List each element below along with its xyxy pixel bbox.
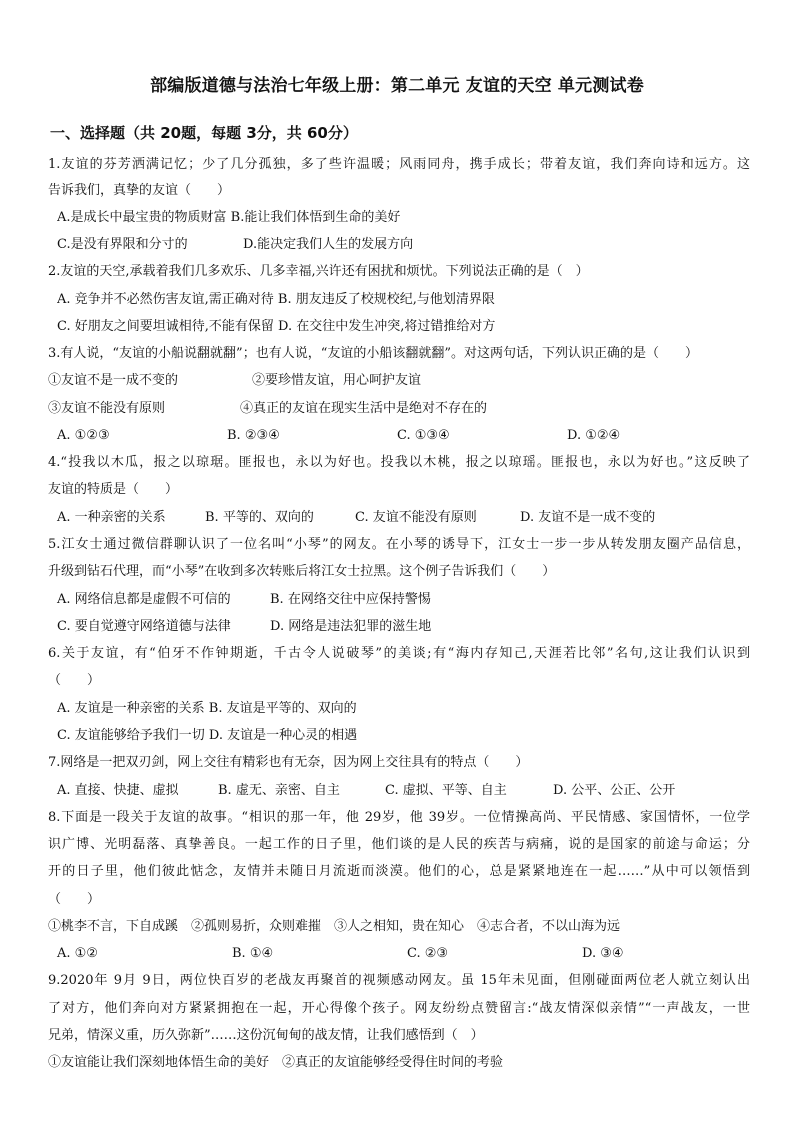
- option-text: B. 虚无、亲密、自主: [218, 783, 340, 798]
- text-line: 1.友谊的芬芳洒满记忆；少了几分孤独，多了些许温暖；风雨同舟，携手成长；带着友谊，我们奔向诗和远方。这: [48, 157, 750, 172]
- text-line: 告诉我们，真挚的友谊（ ）: [48, 183, 231, 198]
- text-line: 了对方，他们奔向对方紧紧拥抱在一起，开心得像个孩子。网友纷纷点赞留言:“战友情深似亲情”“一声战友，一世: [48, 1001, 750, 1016]
- text-line: 友谊的特质是（ ）: [48, 482, 179, 497]
- option-text: A. ①②③: [57, 428, 110, 443]
- text-line: C. 友谊能够给予我们一切 D. 友谊是一种心灵的相遇: [57, 728, 358, 743]
- text-line: 兄弟，情深义重，历久弥新”……这份沉甸甸的战友情，让我们感悟到（ ）: [48, 1028, 484, 1043]
- exam-title: 部编版道德与法治七年级上册：第二单元 友谊的天空 单元测试卷: [150, 76, 644, 96]
- option-text: D. 公平、公正、公开: [553, 783, 676, 798]
- text-line: 4.“投我以木瓜，报之以琼琚。匪报也，永以为好也。投我以木桃，报之以琼瑶。匪报也，永以为好也。”这反映了: [48, 455, 750, 470]
- text-line: A. 竞争并不必然伤害友谊,需正确对待 B. 朋友违反了校规校纪,与他划清界限: [57, 292, 495, 307]
- option-text: D.能决定我们人生的发展方向: [243, 237, 414, 252]
- option-text: A. 一种亲密的关系: [57, 510, 166, 525]
- option-text: D. ③④: [582, 946, 624, 961]
- text-line: C. 好朋友之间要坦诚相待,不能有保留 D. 在交往中发生冲突,将过错推给对方: [57, 319, 496, 334]
- text-line: 开的日子里，他们彼此惦念，友情并未随日月流逝而淡漠。他们的心，总是紧紧地连在一起……”从中可以领悟到: [48, 864, 750, 879]
- option-text: B. ①④: [232, 946, 274, 961]
- option-text: ①友谊不是一成不变的: [48, 373, 179, 388]
- text-line: 6.关于友谊，有“伯牙不作钟期逝，千古令人说破琴”的美谈;有“海内存知己,天涯若比邻”名句,这让我们认识到: [48, 646, 750, 661]
- option-text: A. 直接、快捷、虚拟: [57, 783, 179, 798]
- option-text: D. 网络是违法犯罪的滋生地: [270, 619, 432, 634]
- option-text: A. 网络信息都是虚假不可信的: [57, 592, 231, 607]
- option-text: C. ①③④: [397, 428, 450, 443]
- text-line: ①友谊能让我们深刻地体悟生命的美好 ②真正的友谊能够经受得住时间的考验: [48, 1055, 504, 1070]
- option-text: A. ①②: [57, 946, 98, 961]
- text-line: A. 友谊是一种亲密的关系 B. 友谊是平等的、双向的: [57, 701, 357, 716]
- option-text: ④真正的友谊在现实生活中是绝对不存在的: [240, 401, 488, 416]
- text-line: 9.2020年 9月 9日，两位快百岁的老战友再聚首的视频感动网友。虽 15年未见面，但刚碰面两位老人就立刻认出: [48, 973, 750, 988]
- text-line: 2.友谊的天空,承载着我们几多欢乐、几多幸福,兴许还有困扰和烦忧。下列说法正确的是（ ）: [48, 264, 589, 279]
- option-text: C. 虚拟、平等、自主: [385, 783, 507, 798]
- option-text: D. 友谊不是一成不变的: [520, 510, 656, 525]
- option-text: B. ②③④: [227, 428, 280, 443]
- option-text: C. ②③: [407, 946, 449, 961]
- option-text: C.是没有界限和分寸的: [57, 237, 188, 252]
- option-text: ②要珍惜友谊，用心呵护友谊: [252, 373, 422, 388]
- text-line: 识广博、光明磊落、真挚善良。一起工作的日子里，他们谈的是人民的疾苦与病痛，说的是国家的前途与命运；分: [48, 837, 750, 852]
- option-text: B. 在网络交往中应保持警惕: [270, 592, 431, 607]
- option-text: B. 平等的、双向的: [205, 510, 314, 525]
- text-line: A.是成长中最宝贵的物质财富 B.能让我们体悟到生命的美好: [57, 210, 401, 225]
- text-line: ①桃李不言，下自成蹊 ②孤则易折，众则难摧 ③人之相知，贵在知心 ④志合者，不以山海为远: [48, 919, 621, 934]
- text-line: 3.有人说，“友谊的小船说翻就翻”；也有人说，“友谊的小船该翻就翻”。对这两句话，下列认识正确的是（ ）: [48, 346, 698, 361]
- text-line: 7.网络是一把双刃剑，网上交往有精彩也有无奈，因为网上交往具有的特点（ ）: [48, 755, 529, 770]
- text-line: 8.下面是一段关于友谊的故事。“相识的那一年，他 29岁，他 39岁。一位情操高尚、平民情感、家国情怀，一位学: [48, 810, 750, 825]
- text-line: 升级到钻石代理，而“小琴”在收到多次转账后将江女士拉黑。这个例子告诉我们（ ）: [48, 564, 556, 579]
- text-line: （ ）: [48, 673, 101, 688]
- option-text: ③友谊不能没有原则: [48, 401, 166, 416]
- section-heading: 一、选择题（共 20题，每题 3分，共 60分）: [50, 124, 358, 142]
- option-text: C. 友谊不能没有原则: [355, 510, 477, 525]
- text-line: 5.江女士通过微信群聊认识了一位名叫“小琴”的网友。在小琴的诱导下，江女士一步一步从转发朋友圈产品信息，: [48, 537, 750, 552]
- option-text: C. 要自觉遵守网络道德与法律: [57, 619, 231, 634]
- option-text: D. ①②④: [567, 428, 621, 443]
- text-line: （ ）: [48, 892, 101, 907]
